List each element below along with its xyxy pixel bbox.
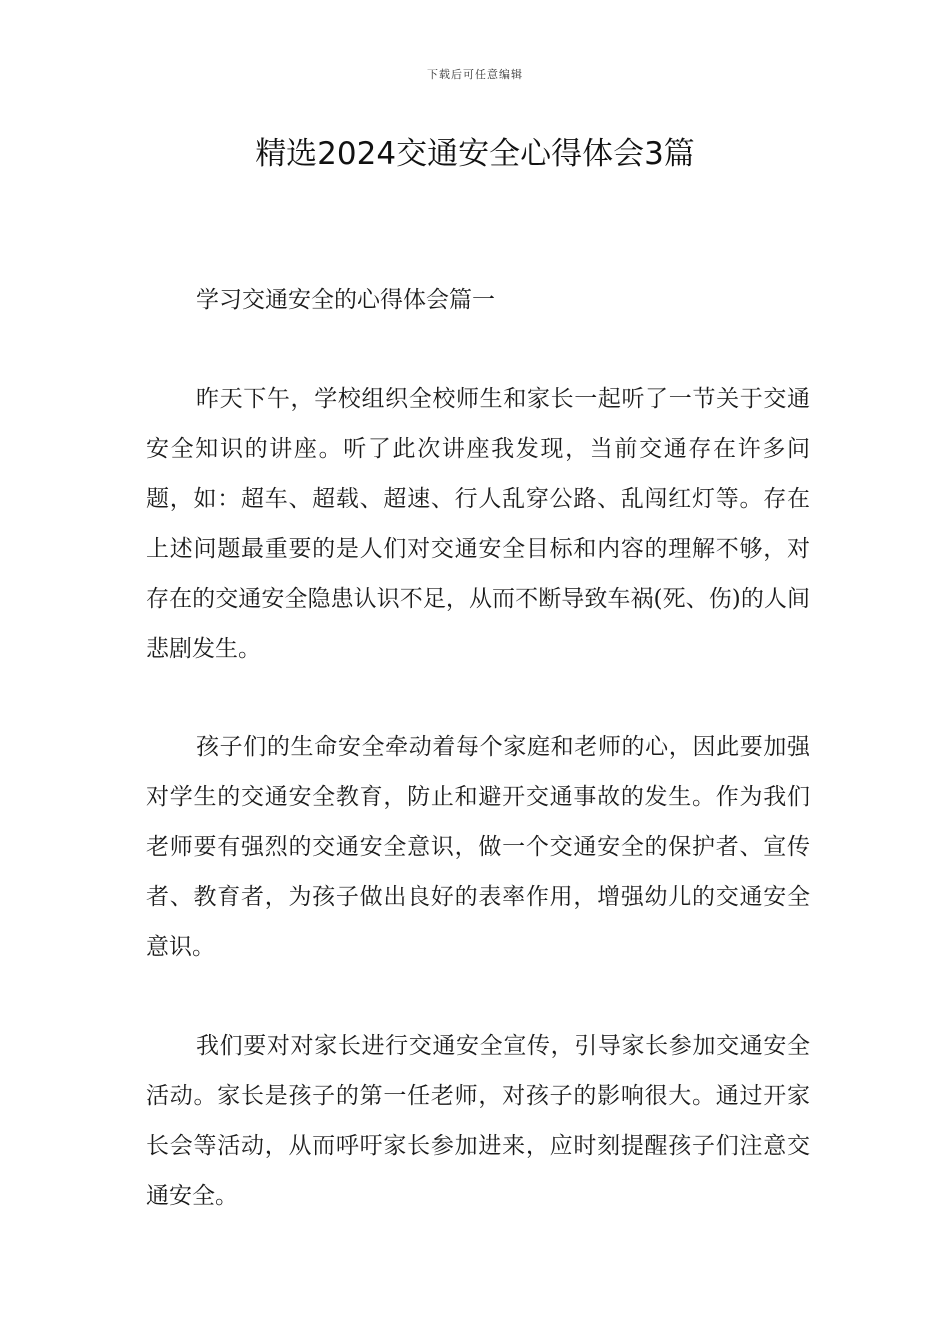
paragraph-1: 昨天下午，学校组织全校师生和家长一起听了一节关于交通安全知识的讲座。听了此次讲座我发现，当前交通存在许多问题，如：超车、超载、超速、行人乱穿公路、乱闯红灯等。存在上述问题最重要的是人们对交通安全目标和内容的理解不够，对存在的交通安全隐患认识不足，从而不断导致车祸(死、伤)的人间悲剧发生。 (146, 386, 810, 662)
paragraph-2: 孩子们的生命安全牵动着每个家庭和老师的心，因此要加强对学生的交通安全教育，防止和避开交通事故的发生。作为我们老师要有强烈的交通安全意识，做一个交通安全的保护者、宣传者、教育者，为孩子做出良好的表率作用，增强幼儿的交通安全意识。 (146, 734, 810, 960)
paragraph-3: 我们要对对家长进行交通安全宣传，引导家长参加交通安全活动。家长是孩子的第一任老师，对孩子的影响很大。通过开家长会等活动，从而呼吁家长参加进来，应时刻提醒孩子们注意交通安全。 (146, 1033, 810, 1209)
section-heading: 学习交通安全的心得体会篇一 (196, 287, 495, 313)
header-note: 下载后可任意编辑 (427, 68, 523, 81)
document-title: 精选2024交通安全心得体会3篇 (255, 136, 695, 172)
